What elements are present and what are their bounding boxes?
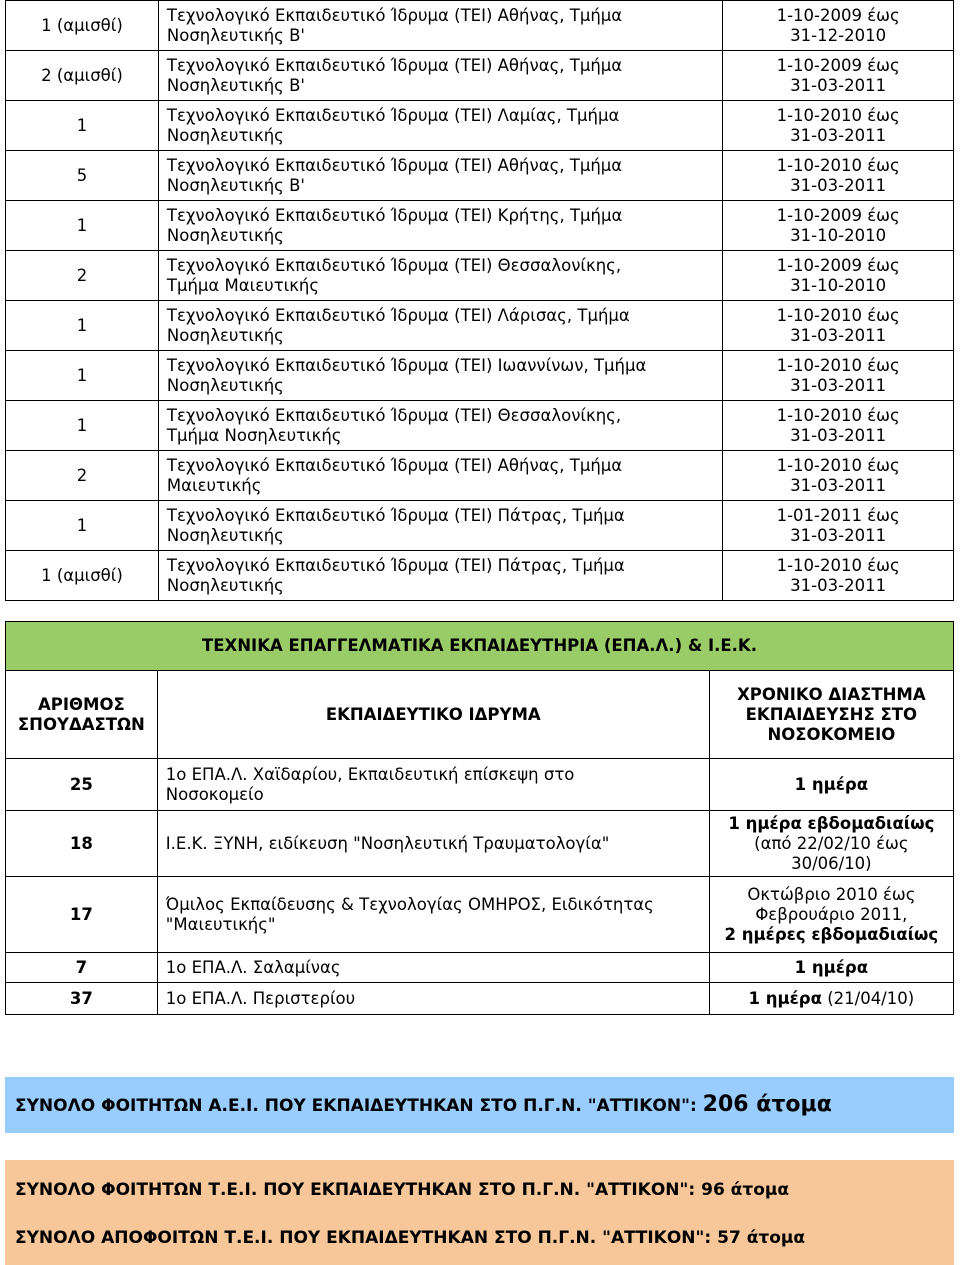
period-cell [723,551,954,601]
students-cell: 1 [6,301,159,351]
students-cell: 2 (αμισθί) [6,51,159,101]
period-cell [709,983,953,1015]
institution-line: Τεχνολογικό Εκπαιδευτικό Ίδρυμα (ΤΕΙ) Αθήνας, Τμήμα [166,55,623,75]
students-cell: 2 [6,451,159,501]
institution-line: Τεχνολογικό Εκπαιδευτικό Ίδρυμα (ΤΕΙ) Θεσσαλονίκης, [166,255,622,275]
period-cell [723,101,954,151]
institution-cell [158,201,722,251]
period-bold: 1 ημέρα [794,957,869,977]
institution-cell: 1ο ΕΠΑ.Λ. Περιστερίου [157,983,709,1015]
table-row [6,351,954,401]
period-cell [723,301,954,351]
table-row [6,1,954,51]
table-row [6,501,954,551]
period-line: (από 22/02/10 έως [754,833,909,853]
institution-cell [158,301,722,351]
period-line: 31-03-2011 [790,475,887,495]
epal-table [5,621,954,1015]
table-row [6,151,954,201]
institution-line: Νοσηλευτικής [166,575,284,595]
period-line: 31-03-2011 [790,375,887,395]
students-cell: 5 [6,151,159,201]
institution-line: Τεχνολογικό Εκπαιδευτικό Ίδρυμα (ΤΕΙ) Πάτρας, Τμήμα [166,505,625,525]
institution-line: Νοσηλευτικής [166,525,284,545]
tei-summary-label: ΣΥΝΟΛΟ ΦΟΙΤΗΤΩΝ Τ.Ε.Ι. ΠΟΥ ΕΚΠΑΙΔΕΥΤΗΚΑΝ ΣΤΟ Π.Γ.Ν. "ΑΤΤΙΚΟΝ": [15,1180,702,1200]
period-line: Φεβρουάριο 2011, [755,904,908,924]
students-cell: 25 [6,759,158,811]
institution-cell [158,1,722,51]
institution-line: Μαιευτικής [166,475,262,495]
period-cell [723,201,954,251]
institution-cell [158,151,722,201]
table-row [6,877,954,953]
period-cell [709,759,953,811]
graduates-summary-value: 57 άτομα [717,1228,806,1248]
period-cell [709,877,953,953]
section-title: ΤΕΧΝΙΚΑ ΕΠΑΓΓΕΛΜΑΤΙΚΑ ΕΚΠΑΙΔΕΥΤΗΡΙΑ (ΕΠΑ.Λ.) & Ι.Ε.Κ. [6,622,954,671]
institution-line: Τεχνολογικό Εκπαιδευτικό Ίδρυμα (ΤΕΙ) Λαμίας, Τμήμα [166,105,620,125]
institution-line: "Μαιευτικής" [165,914,276,934]
institution-line: Τεχνολογικό Εκπαιδευτικό Ίδρυμα (ΤΕΙ) Κρήτης, Τμήμα [166,205,623,225]
graduates-summary [15,1228,805,1248]
period-line: 1-10-2010 έως [776,105,900,125]
header-line: ΑΡΙΘΜΟΣ [38,694,125,714]
table-row [6,811,954,877]
period-line: 31-12-2010 [790,25,887,45]
institution-cell [158,351,722,401]
table-row [6,101,954,151]
students-cell: 1 [6,401,159,451]
institution-line: Τεχνολογικό Εκπαιδευτικό Ίδρυμα (ΤΕΙ) Ιωαννίνων, Τμήμα [166,355,647,375]
institution-cell [158,51,722,101]
period-line: 1-10-2009 έως [776,5,900,25]
table-row [6,251,954,301]
institution-line: Τεχνολογικό Εκπαιδευτικό Ίδρυμα (ΤΕΙ) Αθήνας, Τμήμα [166,455,623,475]
period-cell [723,51,954,101]
tei-summary [15,1180,789,1200]
institution-line: Νοσηλευτικής [166,325,284,345]
period-line: 30/06/10) [791,853,872,873]
students-header [6,671,158,759]
students-cell: 18 [6,811,158,877]
period-line: 1-10-2010 έως [776,305,900,325]
institution-cell [157,877,709,953]
period-line: 1-10-2009 έως [776,205,900,225]
period-cell [723,351,954,401]
period-cell [709,953,953,983]
period-line: 1-10-2010 έως [776,355,900,375]
table-row [6,551,954,601]
table-row [6,201,954,251]
period-cell [723,501,954,551]
tei-summary-value: 96 άτομα [701,1180,790,1200]
period-line: 1-01-2011 έως [776,505,900,525]
aei-summary-label: ΣΥΝΟΛΟ ΦΟΙΤΗΤΩΝ Α.Ε.Ι. ΠΟΥ ΕΚΠΑΙΔΕΥΤΗΚΑΝ ΣΤΟ Π.Γ.Ν. "ΑΤΤΙΚΟΝ": [15,1096,703,1116]
period-line: 31-03-2011 [790,575,887,595]
institution-line: Νοσηλευτικής Β' [166,175,305,195]
table-row [6,953,954,983]
period-line: 31-03-2011 [790,425,887,445]
institution-line: Τμήμα Μαιευτικής [166,275,320,295]
period-cell [709,811,953,877]
institution-cell [157,759,709,811]
table-row [6,983,954,1015]
header-line: ΝΟΣΟΚΟΜΕΙΟ [767,724,896,744]
graduates-summary-label: ΣΥΝΟΛΟ ΑΠΟΦΟΙΤΩΝ Τ.Ε.Ι. ΠΟΥ ΕΚΠΑΙΔΕΥΤΗΚΑΝ ΣΤΟ Π.Γ.Ν. "ΑΤΤΙΚΟΝ": [15,1228,718,1248]
period-rest: (21/04/10) [821,988,915,1008]
column-header-row [6,671,954,759]
students-cell: 1 [6,501,159,551]
tei-table [5,0,954,601]
institution-line: Νοσηλευτικής Β' [166,75,305,95]
table-row [6,401,954,451]
institution-line: Τεχνολογικό Εκπαιδευτικό Ίδρυμα (ΤΕΙ) Λάρισας, Τμήμα [166,305,630,325]
period-cell [723,151,954,201]
institution-line: Τεχνολογικό Εκπαιδευτικό Ίδρυμα (ΤΕΙ) Θεσσαλονίκης, [166,405,622,425]
period-line: Οκτώβριο 2010 έως [747,884,916,904]
period-bold: 2 ημέρες εβδομαδιαίως [724,924,939,944]
institution-line: Τεχνολογικό Εκπαιδευτικό Ίδρυμα (ΤΕΙ) Αθήνας, Τμήμα [166,155,623,175]
period-bold: 1 ημέρα [748,988,822,1008]
institution-line: 1ο ΕΠΑ.Λ. Χαϊδαρίου, Εκπαιδευτική επίσκεψη στο [165,764,575,784]
period-cell [723,401,954,451]
students-cell: 2 [6,251,159,301]
period-line: 31-03-2011 [790,125,887,145]
students-cell: 1 [6,101,159,151]
institution-cell [158,451,722,501]
period-line: 1-10-2009 έως [776,55,900,75]
institution-line: Νοσηλευτικής [166,125,284,145]
period-line: 31-03-2011 [790,325,887,345]
period-bold: 1 ημέρα [794,774,869,794]
period-line: 1-10-2010 έως [776,455,900,475]
institution-header: ΕΚΠΑΙΔΕΥΤΙΚΟ ΙΔΡΥΜΑ [157,671,709,759]
institution-line: Τεχνολογικό Εκπαιδευτικό Ίδρυμα (ΤΕΙ) Αθήνας, Τμήμα [166,5,623,25]
aei-summary [5,1077,954,1133]
period-line: 31-03-2011 [790,75,887,95]
tei-summary-box [5,1160,954,1265]
institution-cell [158,401,722,451]
students-cell: 17 [6,877,158,953]
institution-line: Νοσηλευτικής Β' [166,25,305,45]
aei-summary-value: 206 άτομα [702,1092,832,1117]
institution-cell: Ι.Ε.Κ. ΞΥΝΗ, ειδίκευση "Νοσηλευτική Τραυματολογία" [157,811,709,877]
period-line: 31-03-2011 [790,175,887,195]
institution-line: Νοσηλευτικής [166,225,284,245]
students-cell: 1 [6,351,159,401]
period-bold: 1 ημέρα εβδομαδιαίως [728,813,935,833]
header-line: ΣΠΟΥΔΑΣΤΩΝ [17,714,145,734]
students-cell: 37 [6,983,158,1015]
header-line: ΧΡΟΝΙΚΟ ΔΙΑΣΤΗΜΑ [737,684,926,704]
institution-line: Τμήμα Νοσηλευτικής [166,425,342,445]
institution-cell [158,101,722,151]
institution-line: Νοσηλευτικής [166,375,284,395]
institution-cell: 1ο ΕΠΑ.Λ. Σαλαμίνας [157,953,709,983]
period-cell [723,451,954,501]
table-row [6,51,954,101]
period-line: 31-10-2010 [790,225,887,245]
header-line: ΕΚΠΑΙΔΕΥΣΗΣ ΣΤΟ [745,704,918,724]
table-row [6,451,954,501]
students-cell: 1 [6,201,159,251]
period-line: 31-10-2010 [790,275,887,295]
institution-line: Νοσοκομείο [165,784,264,804]
table-row [6,759,954,811]
students-cell: 1 (αμισθί) [6,551,159,601]
institution-line: Όμιλος Εκπαίδευσης & Τεχνολογίας ΟΜΗΡΟΣ, Ειδικότητας [165,894,654,914]
period-cell [723,251,954,301]
period-line: 1-10-2010 έως [776,555,900,575]
institution-cell [158,551,722,601]
institution-cell [158,501,722,551]
students-cell: 1 (αμισθί) [6,1,159,51]
institution-cell [158,251,722,301]
period-line: 31-03-2011 [790,525,887,545]
period-cell [723,1,954,51]
period-header [709,671,953,759]
section-header-row [6,622,954,671]
institution-line: Τεχνολογικό Εκπαιδευτικό Ίδρυμα (ΤΕΙ) Πάτρας, Τμήμα [166,555,625,575]
period-line: 1-10-2009 έως [776,255,900,275]
table-row [6,301,954,351]
period-line: 1-10-2010 έως [776,155,900,175]
period-line: 1-10-2010 έως [776,405,900,425]
students-cell: 7 [6,953,158,983]
